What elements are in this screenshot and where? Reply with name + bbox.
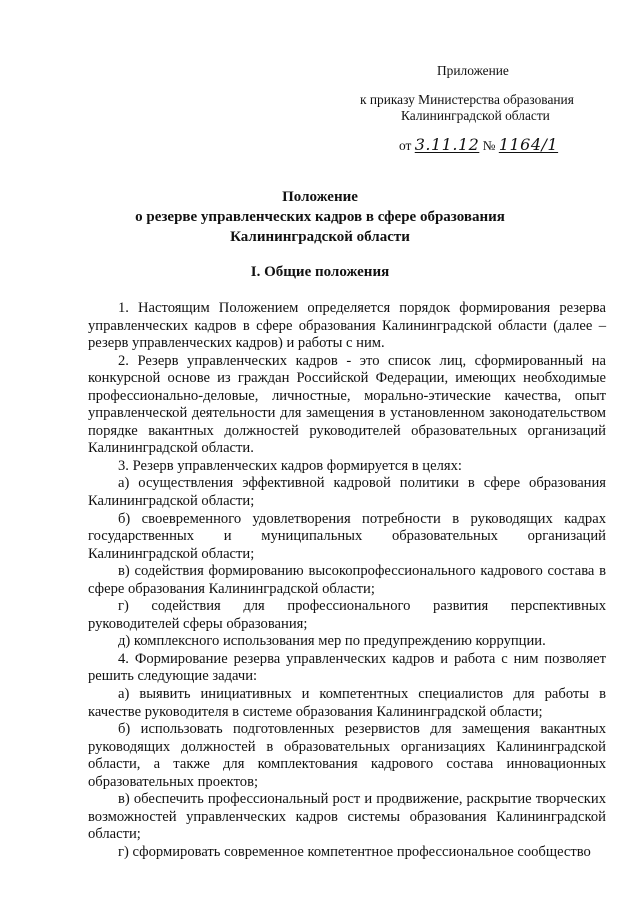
section-heading: I. Общие положения [250,264,390,280]
date-prefix: от [399,138,412,153]
document-subtitle: о резерве управленческих кадров в сфере образования [135,209,505,225]
number-prefix: № [482,138,496,153]
paragraph: а) осуществления эффективной кадровой политики в сфере образования Калининградской области; [88,475,606,510]
paragraph: 3. Резерв управленческих кадров формируется в целях: [118,457,462,474]
paragraph: д) комплексного использования мер по предупреждению коррупции. [118,633,546,650]
paragraph: 1. Настоящим Положением определяется порядок формирования резерва управленческих кадров в сфере образования Калининградской области (далее – резерв управленческих кадров) и работы с ним. [88,300,606,352]
paragraph: б) использовать подготовленных резервистов для замещения вакантных руководящих должностей в образовательных организациях Калининградской области, а также для комплектования кадрового состава инновационных образовательных проектов; [88,721,606,790]
paragraph: 2. Резерв управленческих кадров - это список лиц, сформированный на конкурсной основе из граждан Российской Федерации, имеющих необходимые профессионально-деловые, личностные, морально-этические качества, опыт управленческой деятельности для замещения в установленном законодательством порядке вакантных должностей руководителей образовательных организаций Калининградской области. [88,352,606,457]
paragraph: г) содействия для профессионального развития перспективных руководителей сферы образования; [88,598,606,632]
paragraph: г) сформировать современное компетентное профессиональное сообщество [118,843,591,860]
handwritten-order-number: 1164/1 [498,135,559,154]
appendix-region-line: Калининградской области [401,108,550,123]
handwritten-date: 3.11.12 [414,135,480,154]
paragraph: б) своевременного удовлетворения потребности в руководящих кадрах государственных и муниципальных образовательных организаций Калининградской области; [88,510,606,562]
document-subtitle-region: Калининградской области [230,229,410,245]
paragraph: 4. Формирование резерва управленческих кадров и работа с ним позволяет решить следующие задачи: [88,650,606,685]
appendix-order-line: к приказу Министерства образования [360,92,574,107]
appendix-label: Приложение [437,63,509,78]
paragraph: в) содействия формированию высокопрофессионального кадрового состава в сфере образования Калининградской области; [88,563,606,597]
paragraph: а) выявить инициативных и компетентных специалистов для работы в качестве руководителя в системе образования Калининградской области; [88,686,606,720]
appendix-date-number-line [399,137,558,154]
paragraph: в) обеспечить профессиональный рост и продвижение, раскрытие творческих возможностей управленческих кадров системы образования Калининградской области; [88,791,606,843]
document-title: Положение [282,189,358,205]
document-body [88,300,606,862]
